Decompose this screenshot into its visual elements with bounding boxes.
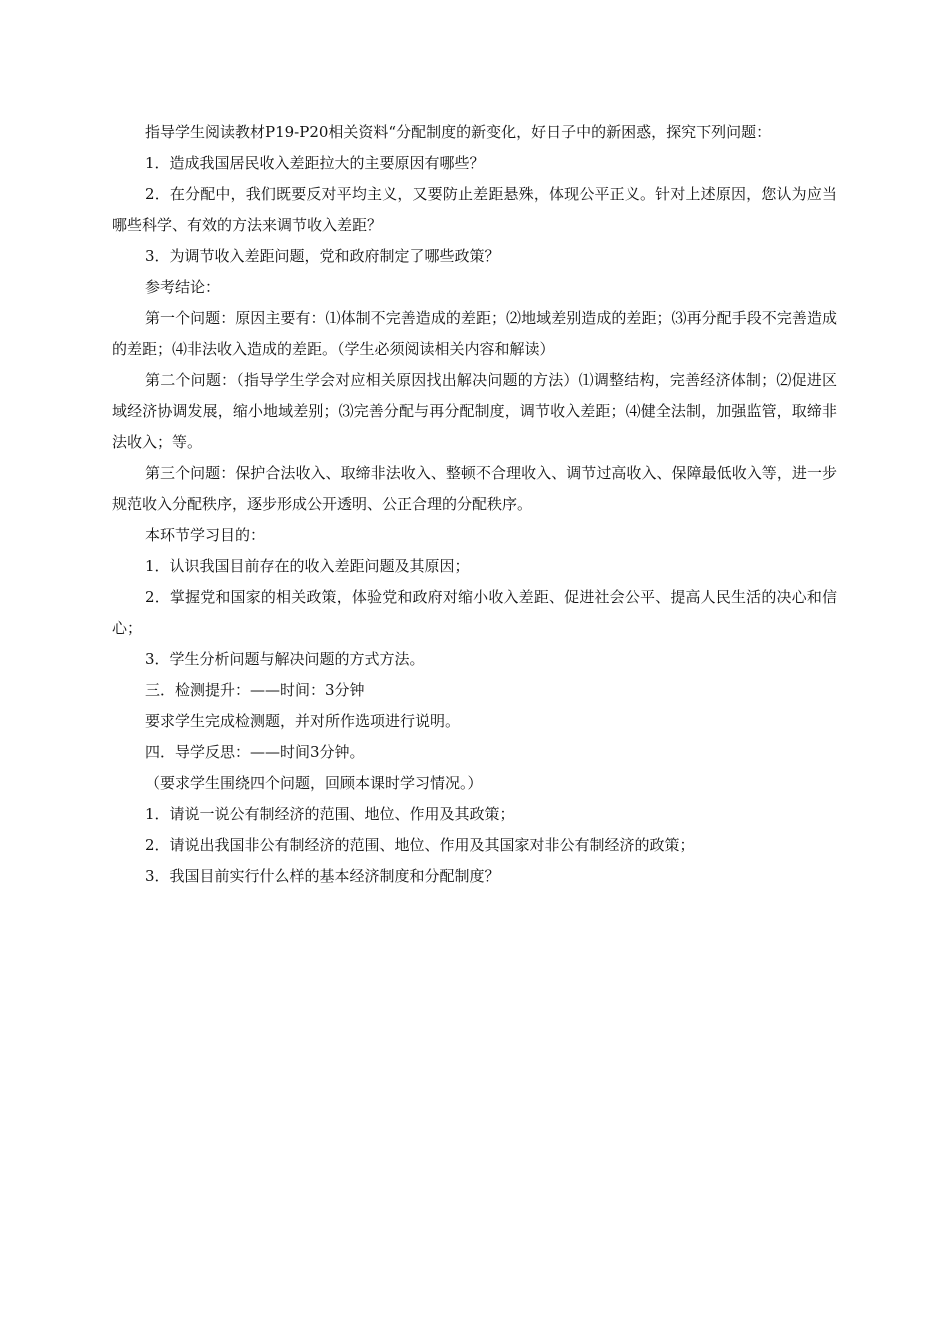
question-3: 3．为调节收入差距问题，党和政府制定了哪些政策？ xyxy=(145,247,500,265)
answer-3: 第三个问题：保护合法收入、取缔非法收入、整顿不合理收入、调节过高收入、保障最低收入等，进一步规范收入分配秩序，逐步形成公开透明、公正合理的分配秩序。 xyxy=(112,464,837,513)
intro-paragraph: 指导学生阅读教材P19-P20相关资料“分配制度的新变化，好日子中的新困惑，探究下列问题： xyxy=(145,123,772,141)
reflection-question-3: 3．我国目前实行什么样的基本经济制度和分配制度？ xyxy=(145,867,500,885)
question-1: 1．造成我国居民收入差距拉大的主要原因有哪些？ xyxy=(145,154,485,172)
document-body xyxy=(112,117,837,892)
answer-2: 第二个问题：（指导学生学会对应相关原因找出解决问题的方法）⑴调整结构，完善经济体制；⑵促进区域经济协调发展，缩小地域差别；⑶完善分配与再分配制度，调节收入差距；⑷健全法制，加强监管，取缔非法收入；等。 xyxy=(112,371,837,451)
answer-1: 第一个问题：原因主要有：⑴体制不完善造成的差距；⑵地域差别造成的差距；⑶再分配手段不完善造成的差距；⑷非法收入造成的差距。（学生必须阅读相关内容和解读） xyxy=(112,309,837,358)
section-4-heading: 四．导学反思：——时间3分钟。 xyxy=(145,743,365,761)
question-2: 2．在分配中，我们既要反对平均主义，又要防止差距悬殊，体现公平正义。针对上述原因，您认为应当哪些科学、有效的方法来调节收入差距？ xyxy=(112,185,837,234)
section-3-instruction: 要求学生完成检测题，并对所作选项进行说明。 xyxy=(145,712,461,730)
reflection-question-2: 2．请说出我国非公有制经济的范围、地位、作用及其国家对非公有制经济的政策； xyxy=(145,836,695,854)
reflection-question-1: 1．请说一说公有制经济的范围、地位、作用及其政策； xyxy=(145,805,515,823)
reference-conclusion-heading: 参考结论： xyxy=(145,278,221,296)
section-3-heading: 三．检测提升：——时间：3分钟 xyxy=(145,681,365,699)
goal-3: 3．学生分析问题与解决问题的方式方法。 xyxy=(145,650,425,668)
goal-2: 2．掌握党和国家的相关政策，体验党和政府对缩小收入差距、促进社会公平、提高人民生活的决心和信心； xyxy=(112,588,837,637)
section-4-instruction: （要求学生围绕四个问题，回顾本课时学习情况。） xyxy=(145,774,483,792)
goal-1: 1．认识我国目前存在的收入差距问题及其原因； xyxy=(145,557,470,575)
learning-goals-heading: 本环节学习目的： xyxy=(145,526,266,544)
